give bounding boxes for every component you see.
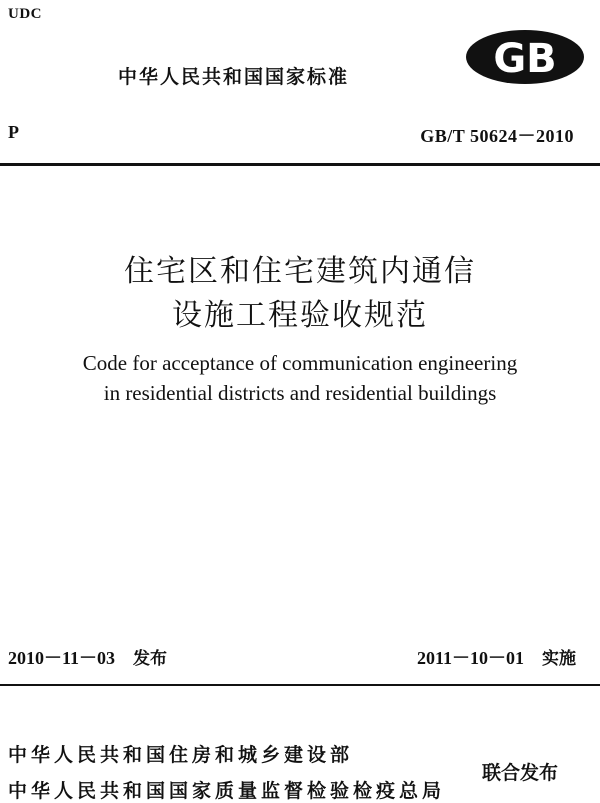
issue-date-row	[8, 644, 167, 670]
udc-label: UDC	[8, 6, 42, 22]
issuer-line2: 中华人民共和国国家质量监督检验检疫总局	[8, 780, 446, 802]
issue-label: 发布	[133, 649, 168, 669]
top-divider	[0, 163, 600, 166]
title-zh-line1: 住宅区和住宅建筑内通信	[124, 254, 476, 289]
title-en-line2: in residential districts and residential buildings	[103, 381, 497, 405]
joint-issue-label: 联合发布	[482, 762, 559, 784]
issue-date: 2010－11－03	[8, 648, 116, 668]
effective-date: 2011－10－01	[416, 648, 524, 668]
title-en-line1: Code for acceptance of communication engineering	[82, 351, 518, 375]
effective-label: 实施	[542, 649, 576, 669]
category-label: P	[8, 122, 19, 142]
gb-logo	[464, 28, 586, 86]
gb-logo-text: GB	[493, 36, 557, 82]
standard-name: 中华人民共和国国家标准	[118, 66, 350, 88]
title-zh-line2: 设施工程验收规范	[172, 298, 428, 333]
issuer-line1: 中华人民共和国住房和城乡建设部	[8, 744, 354, 766]
bottom-divider	[0, 684, 600, 686]
effective-date-row	[417, 644, 576, 670]
standard-code: GB/T 50624－2010	[420, 126, 574, 146]
